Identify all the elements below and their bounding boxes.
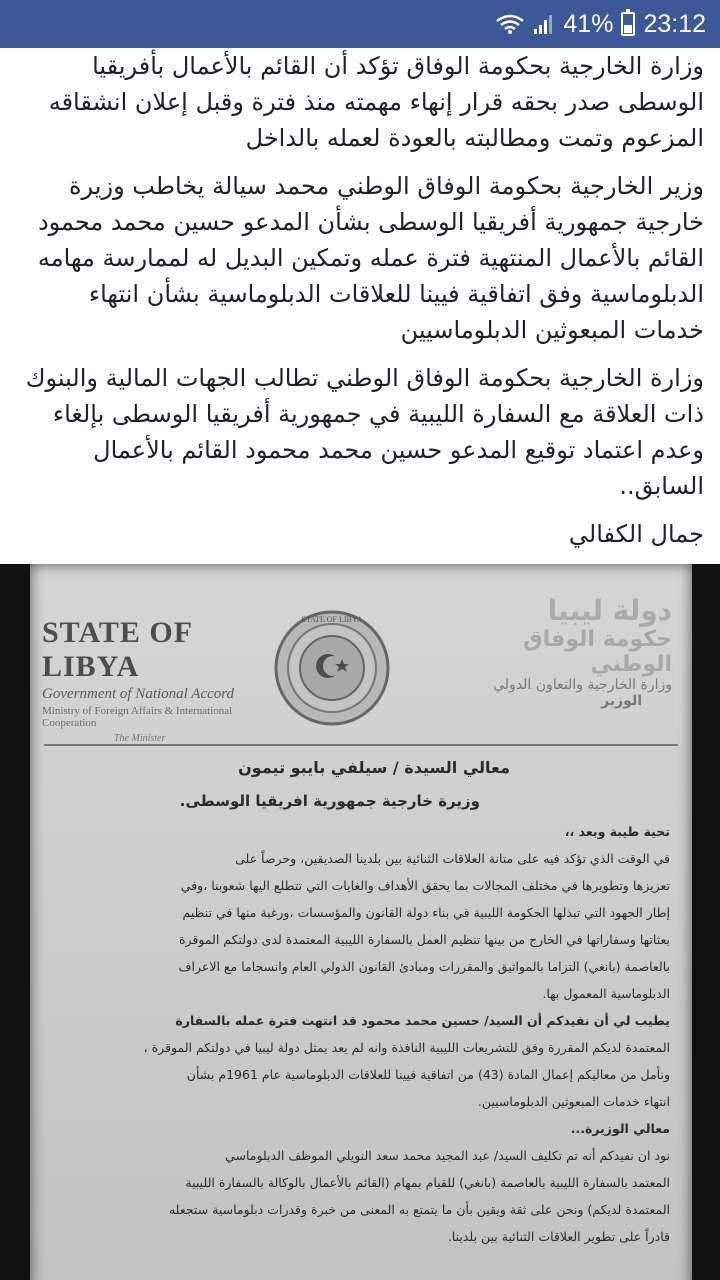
letterhead-state-en: STATE OF LIBYA: [42, 616, 192, 683]
letter-line: انتهاء خدمات المبعوثين الدبلوماسيين.: [477, 1094, 670, 1109]
post-paragraph-1: وزارة الخارجية بحكومة الوفاق تؤكد أن القائم بالأعمال بأفريقيا الوسطى صدر بحقه قرار إنهاء مهمته منذ فترة وقبل إعلان انشقاقه المزعوم وتمت ومطالبته بالعودة لعمله بالداخل: [48, 52, 704, 152]
status-bar: [0, 0, 720, 48]
letter-line: ونأمل من معاليكم إعمال المادة (43) من اتفاقية فيينا للعلاقات الدبلوماسية عام 1961م بشأن: [186, 1067, 670, 1082]
letterhead-arabic: [452, 594, 672, 709]
letter-line: المعتمدة لديكم) ونحن على ثقة ويقين بأن ما يتمتع به المعنى من خبرة وقدرات دبلوماسية ستجعله: [168, 1202, 670, 1217]
letter-line: معالي الوزيرة...: [570, 1121, 670, 1136]
letter-document: [30, 564, 692, 1280]
letter-line: الدبلوماسية المعمول بها.: [542, 986, 670, 1001]
clock: 23:12: [643, 9, 706, 38]
libya-seal-icon: [272, 608, 392, 728]
post-text: [0, 48, 720, 568]
letterhead-divider: [44, 744, 678, 746]
letterhead-english: [42, 616, 282, 744]
letterhead-minister-ar: الوزير: [601, 693, 642, 709]
status-indicators: [495, 0, 706, 48]
post-paragraph-3: وزارة الخارجية بحكومة الوفاق الوطني تطالب الجهات المالية والبنوك ذات العلاقة مع السفارة الليبية في جمهورية أفريقيا الوسطى بإلغاء وعدم اعتماد توقيع المدعو حسين محمد محمود القائم بالأعمال السابق..: [25, 364, 704, 500]
letter-line: إطار الجهود التي تبذلها الحكومة الليبية في بناء دولة القانون والمؤسسات ،ورغبة منها في تنظيم: [182, 905, 670, 920]
post-author: جمال الكفالي: [568, 520, 704, 548]
letterhead-government-ar: حكومة الوفاق الوطني: [523, 627, 672, 677]
letter-line: نود ان نفيدكم أنه تم تكليف السيد/ عبد المجيد محمد سعد النويلي الموظف الدبلوماسي: [225, 1148, 670, 1163]
letter-line: في الوقت الذي تؤكد فيه على متانة العلاقات الثنائية بين بلدينا الصديقين، وحرصاً على: [235, 851, 670, 866]
letter-recipient: وزيرة خارجية جمهورية افريقيا الوسطى.: [179, 792, 480, 810]
letter-line: قادراً على تطوير العلاقات الثنائية بين بلدينا.: [447, 1229, 670, 1244]
post-paragraph-2: وزير الخارجية بحكومة الوفاق الوطني محمد سيالة يخاطب وزيرة خارجية جمهورية أفريقيا الوسطى بشأن المدعو حسين محمد محمود القائم بالأعمال المنتهية فترة عمله وتمكين البديل له لممارسة مهامه الدبلوماسية وفق اتفاقية فيينا للعلاقات الدبلوماسية بشأن انتهاء خدمات المبعوثين الدبلوماسيين: [37, 172, 704, 344]
letter-line: المعتمدة لديكم المقررة وفق للتشريعات الليبية النافذة وانه لم يعد يمثل دولة ليبيا في دولتكم الموقرة ،: [143, 1040, 670, 1055]
letter-line: بعثاتها وسفاراتها في الخارج من بينها تنظيم العمل بالسفارة الليبية المعتمدة لدى دولتكم الموقرة: [178, 932, 670, 947]
letterhead-state-ar: دولة ليبيا: [547, 594, 672, 627]
letterhead-government-en: Government of National Accord: [42, 686, 235, 702]
letter-line: تعزيزها وتطويرها في مختلف المجالات بما يحقق الأهداف والغايات التي تتطلع اليها شعوبنا ،وفي: [180, 878, 670, 893]
letter-salutation: معالي السيدة / سيلفي بايبو تيمون: [238, 758, 510, 777]
letter-body: [52, 752, 670, 1250]
letter-line: المعتمد بالسفارة الليبية بالعاصمة (بانغي) للقيام بمهام (القائم بالأعمال بالوكالة بالسفارة الليبية: [185, 1175, 670, 1190]
letter-line: بالعاصمة (بانغي) التزاما بالمواثيق والمقررات ومبادئ القانون الدولي العام وانسجاما مع الاعراف: [178, 959, 670, 974]
seal-text: STATE OF LIBYA: [301, 615, 363, 624]
wifi-icon: [495, 13, 525, 35]
letterhead-minister-en: The Minister: [114, 733, 166, 744]
signal-icon: [533, 13, 555, 35]
letter-greeting: تحية طيبة وبعد ،،: [564, 824, 670, 839]
battery-percent: 41%: [563, 9, 614, 38]
post-photo[interactable]: [0, 564, 720, 1280]
battery-icon: [621, 12, 635, 36]
letterhead-ministry-en: Ministry of Foreign Affairs & International Cooperation: [42, 705, 233, 729]
letterhead-ministry-ar: وزارة الخارجية والتعاون الدولي: [493, 677, 672, 693]
letter-line: يطيب لي أن نفيدكم أن السيد/ حسين محمد محمود قد انتهت فترة عمله بالسفارة: [175, 1013, 670, 1028]
